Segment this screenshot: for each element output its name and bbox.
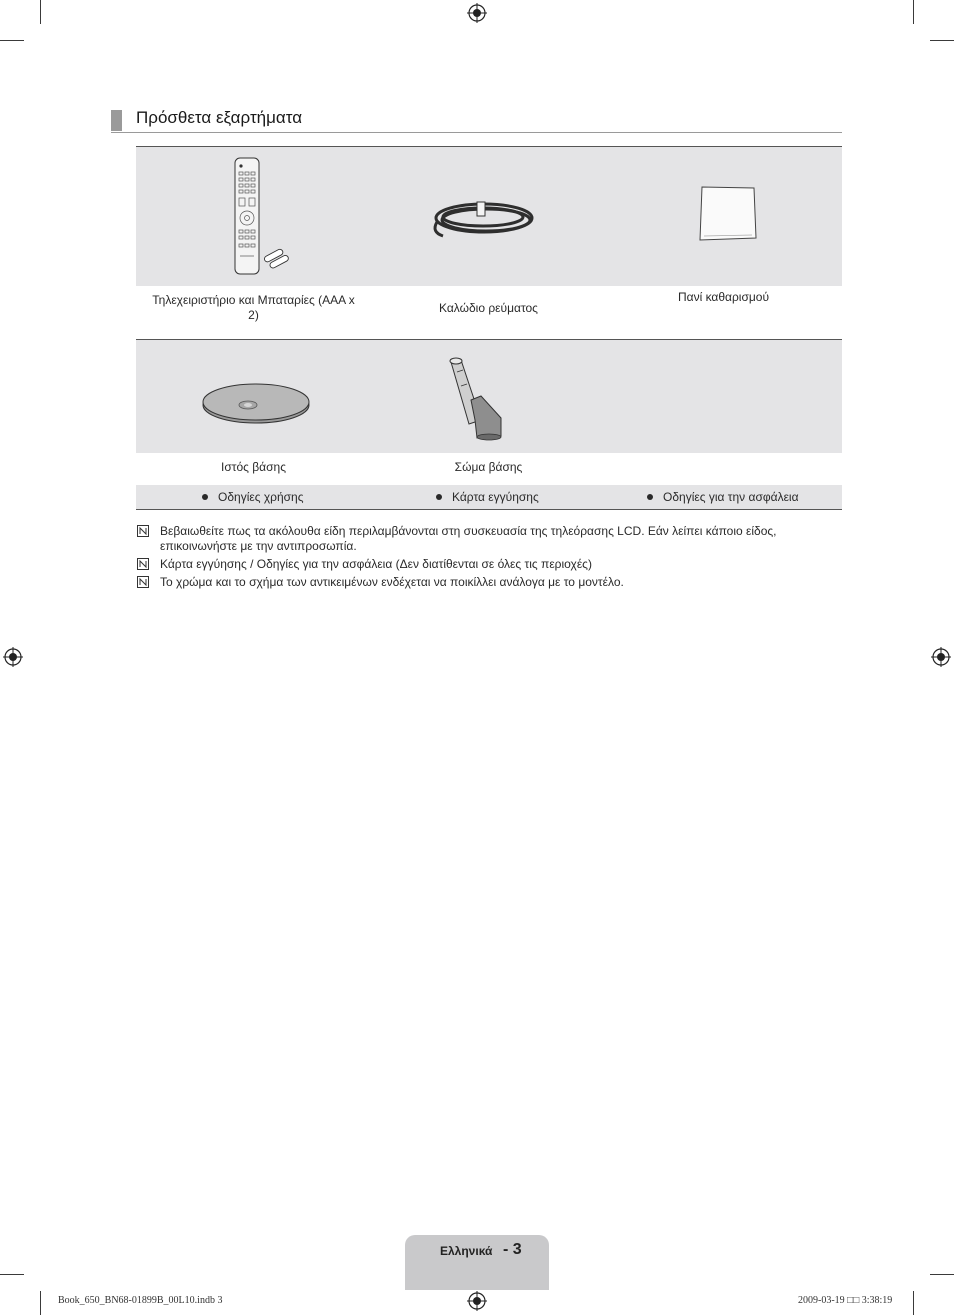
registration-mark-icon <box>467 3 487 23</box>
registration-mark-icon <box>3 647 23 667</box>
notes-list <box>137 524 837 593</box>
crop-mark <box>930 40 954 41</box>
title-marker <box>111 110 122 131</box>
documents-band <box>136 485 842 509</box>
crop-mark <box>930 1274 954 1275</box>
table-rule <box>136 509 842 510</box>
registration-mark-icon <box>931 647 951 667</box>
page-language: Ελληνικά <box>440 1244 493 1258</box>
stand-base-icon <box>200 378 312 426</box>
footer-timestamp: 2009-03-19 □□ 3:38:19 <box>798 1295 893 1306</box>
document-item: Οδηγίες χρήσης <box>202 490 303 504</box>
item-label-power-cord: Καλώδιο ρεύματος <box>439 301 538 315</box>
bullet-icon <box>202 494 208 500</box>
item-label-cleaning-cloth: Πανί καθαρισμού <box>677 290 770 304</box>
crop-mark <box>0 1274 24 1275</box>
page-number-tab <box>405 1235 549 1290</box>
stand-body-icon <box>441 356 511 444</box>
remote-and-batteries-icon <box>226 156 296 278</box>
accessories-table <box>136 146 842 510</box>
crop-mark <box>913 1291 914 1315</box>
crop-mark <box>0 40 24 41</box>
note-item: Το χρώμα και το σχήμα των αντικειμένων ενδέχεται να ποικίλλει ανάλογα με το μοντέλο. <box>137 575 837 590</box>
crop-mark <box>40 0 41 24</box>
note-item: Κάρτα εγγύησης / Οδηγίες για την ασφάλεια (Δεν διατίθενται σε όλες τις περιοχές) <box>137 557 837 572</box>
power-cord-icon <box>431 196 541 246</box>
document-item: Κάρτα εγγύησης <box>436 490 539 504</box>
section-header <box>111 108 842 133</box>
registration-mark-icon <box>467 1291 487 1311</box>
page-number: - 3 <box>503 1241 522 1258</box>
cleaning-cloth-icon <box>696 184 760 244</box>
note-item: Βεβαιωθείτε πως τα ακόλουθα είδη περιλαμβάνονται στη συσκευασία της τηλεόρασης LCD. Εάν λείπει κάποιο είδος, επικοινωνήστε με την αντιπροσωπία. <box>137 524 837 554</box>
crop-mark <box>40 1291 41 1315</box>
note-icon <box>137 525 149 537</box>
note-icon <box>137 576 149 588</box>
footer-file: Book_650_BN68-01899B_00L10.indb 3 <box>58 1295 223 1306</box>
item-label-stand-body: Σώμα βάσης <box>454 460 523 474</box>
bullet-icon <box>647 494 653 500</box>
note-icon <box>137 558 149 570</box>
item-label-stand-base: Ιστός βάσης <box>221 460 286 474</box>
bullet-icon <box>436 494 442 500</box>
crop-mark <box>913 0 914 24</box>
item-label-remote: Τηλεχειριστήριο και Μπαταρίες (AAA x 2) <box>152 293 355 322</box>
document-item: Οδηγίες για την ασφάλεια <box>647 490 799 504</box>
section-title: Πρόσθετα εξαρτήματα <box>136 108 303 127</box>
